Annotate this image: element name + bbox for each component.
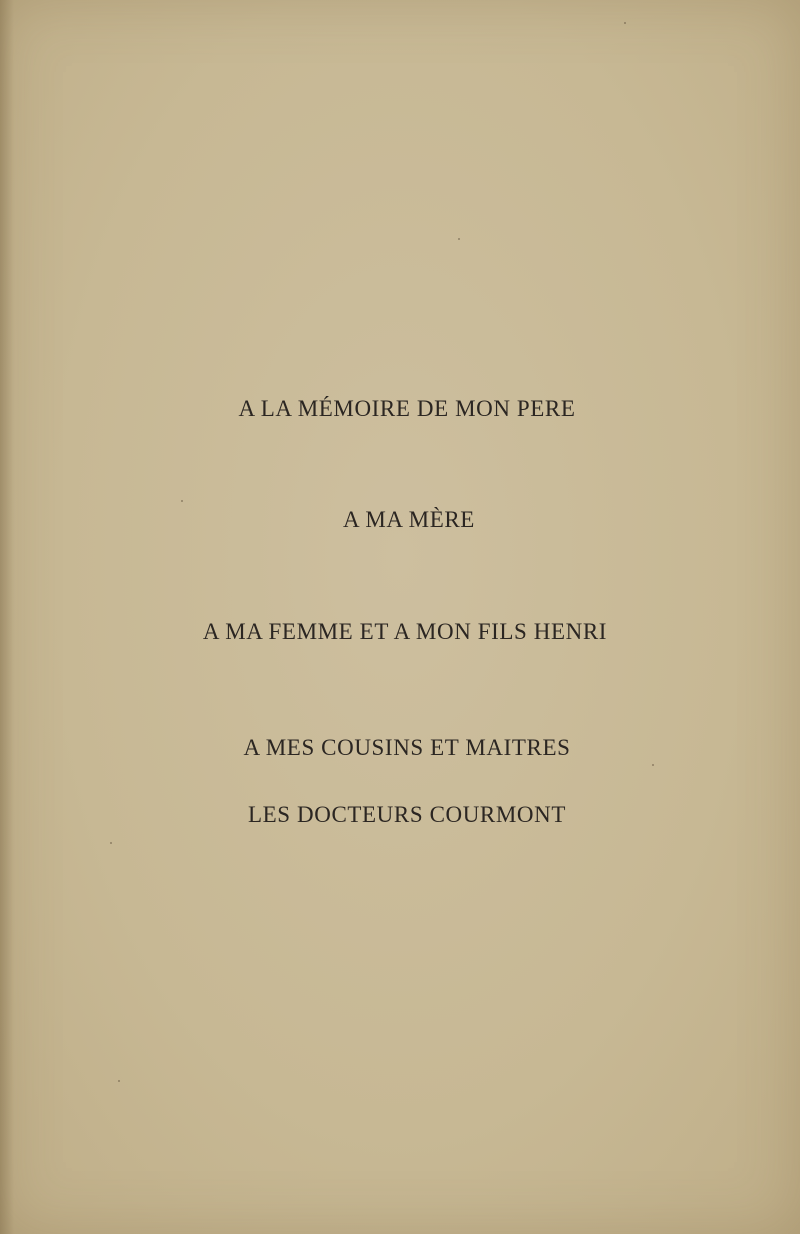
dedication-line-doctors: LES DOCTEURS COURMONT [247,802,566,827]
paper-speck [652,764,654,766]
dedication-line-cousins: A MES COUSINS ET MAITRES [243,735,571,760]
paper-speck [458,238,460,240]
paper-speck [118,1080,120,1082]
paper-speck [110,842,112,844]
paper-speck [181,500,183,502]
dedication-line-mother: A MA MÈRE [343,507,475,532]
dedication-line-wife-son: A MA FEMME ET A MON FILS HENRI [202,619,608,644]
paper-speck [624,22,626,24]
dedication-line-father: A LA MÉMOIRE DE MON PERE [238,396,576,421]
